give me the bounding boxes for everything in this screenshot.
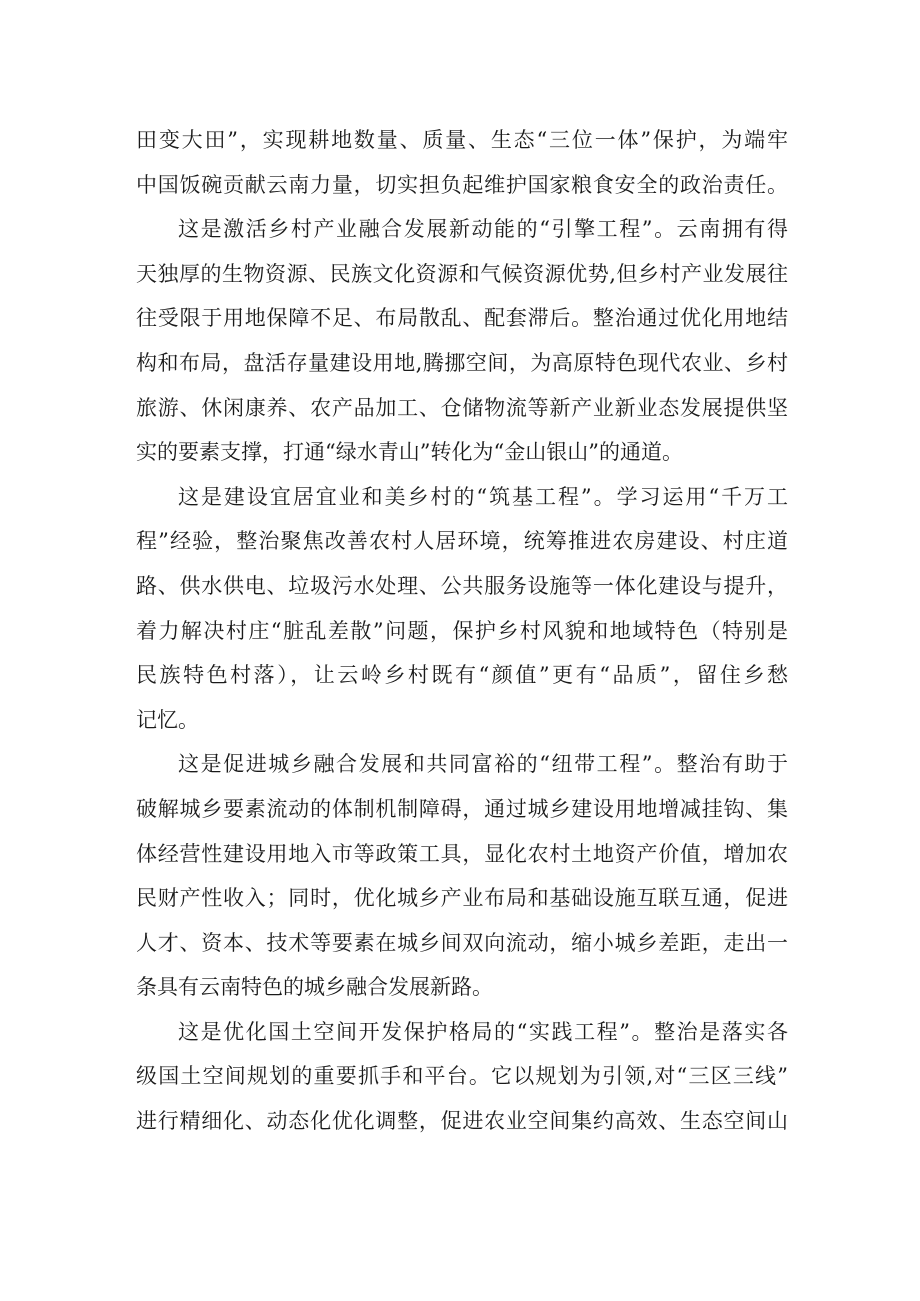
text-line: 天独厚的生物资源、民族文化资源和气候资源优势,但乡村产业发展往 — [136, 261, 788, 286]
text-line: 人才、资本、技术等要素在城乡间双向流动，缩小城乡差距，走出一 — [136, 930, 788, 955]
text-line: 条具有云南特色的城乡融合发展新路。 — [136, 975, 493, 1000]
text-line: 级国土空间规划的重要抓手和平台。它以规划为引领,对“三区三线” — [136, 1064, 788, 1089]
text-line: 民财产性收入；同时，优化城乡产业布局和基础设施互联互通，促进 — [136, 886, 788, 911]
text-line: 构和布局，盘活存量建设用地,腾挪空间，为高原特色现代农业、乡村 — [136, 350, 788, 375]
text-line: 这是建设宜居宜业和美乡村的“筑基工程”。学习运用“千万工 — [178, 484, 788, 509]
text-line: 这是优化国土空间开发保护格局的“实践工程”。整治是落实各 — [178, 1019, 788, 1044]
paragraph-4 — [136, 742, 788, 1010]
text-line: 路、供水供电、垃圾污水处理、公共服务设施等一体化建设与提升， — [136, 573, 788, 598]
paragraph-5 — [136, 1010, 788, 1144]
text-line: 实的要素支撑，打通“绿水青山”转化为“金山银山”的通道。 — [136, 440, 683, 465]
paragraph-1 — [136, 118, 788, 207]
text-line: 记忆。 — [136, 707, 199, 732]
document-body — [136, 118, 788, 1144]
text-line: 程”经验，整治聚焦改善农村人居环境，统筹推进农房建设、村庄道 — [136, 529, 788, 554]
text-line: 田变大田”，实现耕地数量、质量、生态“三位一体”保护，为端牢 — [136, 128, 788, 152]
text-line: 进行精细化、动态化优化调整，促进农业空间集约高效、生态空间山 — [136, 1109, 788, 1134]
paragraph-2 — [136, 207, 788, 475]
text-line: 往受限于用地保障不足、布局散乱、配套滞后。整治通过优化用地结 — [136, 306, 788, 331]
text-line: 这是激活乡村产业融合发展新动能的“引擎工程”。云南拥有得 — [178, 217, 788, 242]
paragraph-3 — [136, 475, 788, 743]
text-line: 这是促进城乡融合发展和共同富裕的“纽带工程”。整治有助于 — [178, 752, 788, 777]
text-line: 旅游、休闲康养、农产品加工、仓储物流等新产业新业态发展提供坚 — [136, 395, 788, 420]
text-line: 破解城乡要素流动的体制机制障碍，通过城乡建设用地增减挂钩、集 — [136, 796, 788, 821]
text-line: 着力解决村庄“脏乱差散”问题，保护乡村风貌和地域特色（特别是 — [136, 618, 788, 643]
text-line: 体经营性建设用地入市等政策工具，显化农村土地资产价值，增加农 — [136, 841, 788, 866]
text-line: 中国饭碗贡献云南力量，切实担负起维护国家粮食安全的政治责任。 — [136, 172, 788, 197]
text-line: 民族特色村落），让云岭乡村既有“颜值”更有“品质”，留住乡愁 — [136, 663, 788, 688]
